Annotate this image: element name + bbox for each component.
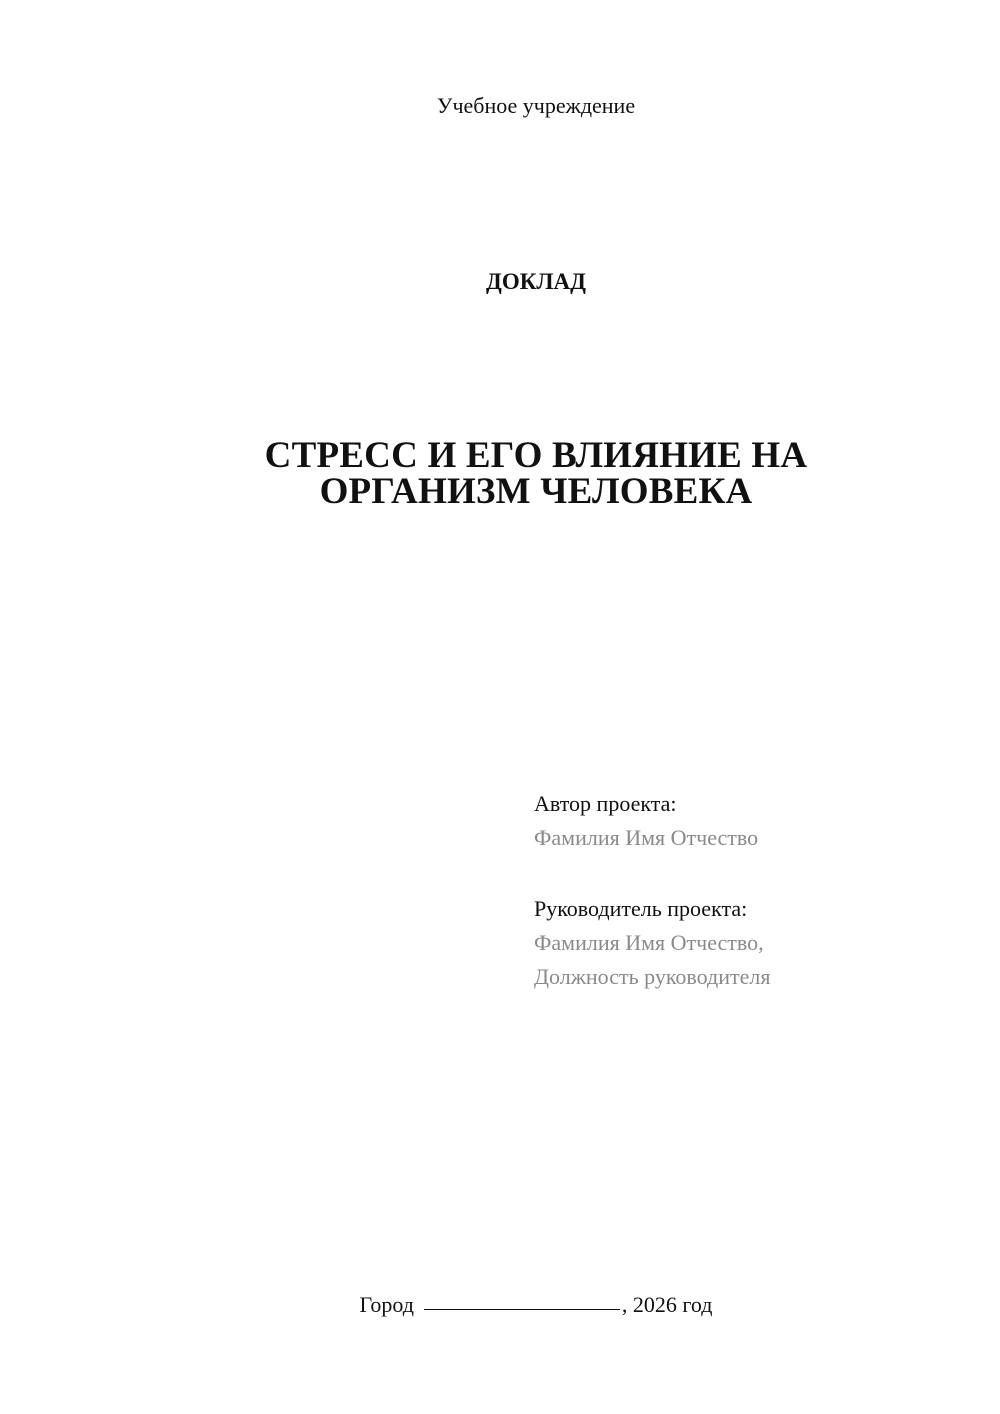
institution-name: Учебное учреждение bbox=[436, 93, 636, 118]
supervisor-position: Должность руководителя bbox=[534, 964, 771, 989]
document-type-heading: ДОКЛАД bbox=[486, 269, 586, 294]
author-block bbox=[534, 787, 758, 855]
title-line-2: ОРГАНИЗМ ЧЕЛОВЕКА bbox=[319, 471, 753, 512]
year-text: , 2026 год bbox=[621, 1292, 713, 1317]
author-name: Фамилия Имя Отчество bbox=[534, 825, 759, 850]
supervisor-label: Руководитель проекта: bbox=[534, 896, 748, 921]
document-title bbox=[72, 435, 1000, 512]
supervisor-name: Фамилия Имя Отчество, bbox=[534, 930, 764, 955]
city-label: Город bbox=[359, 1292, 414, 1317]
title-line-1: СТРЕСС И ЕГО ВЛИЯНИЕ НА bbox=[264, 435, 808, 476]
supervisor-block bbox=[534, 892, 770, 994]
city-year-footer bbox=[72, 1289, 1000, 1321]
author-label: Автор проекта: bbox=[534, 791, 677, 816]
city-blank-line bbox=[424, 1309, 620, 1310]
